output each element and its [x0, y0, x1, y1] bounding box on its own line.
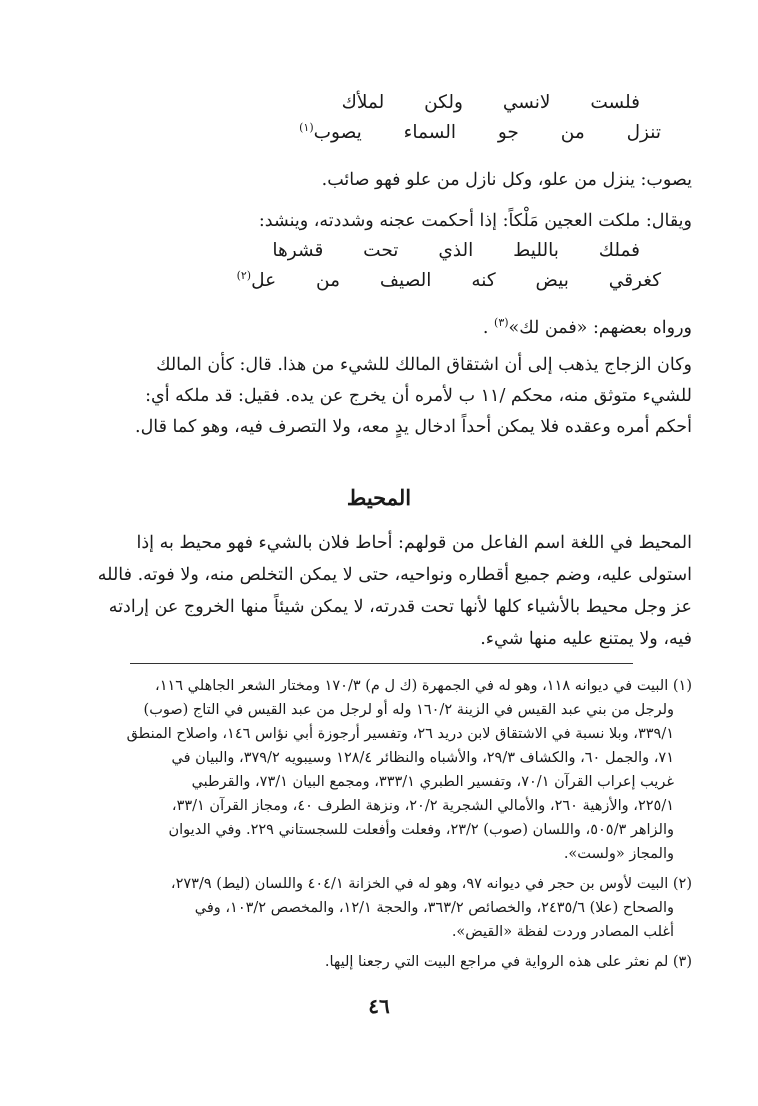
- paragraph-riwaya: [68, 313, 692, 343]
- footnote-1-line-2: ولرجل من بني عبد القيس في الزينة ١٦٠/٢ وله أو لرجل من عبد القيس في التاج (صوب): [143, 702, 674, 718]
- footnote-2-line-2: والصحاح (علا) ٢٤٣٥/٦، والخصائص ٣٦٣/٢، والحجة ١٢/١، والمخصص ١٠٣/٢، وفي: [194, 900, 674, 916]
- section-line-1: المحيط في اللغة اسم الفاعل من قولهم: أحاط فلان بالشيء فهو محيط به إذا: [136, 533, 692, 553]
- footnote-1-line-6: ٢٢٥/١، والأزهية ٢٦٠، والأمالي الشجرية ٢٠/٢، ونزهة الطرف ٤٠، ومجاز القرآن ٣٣/١،: [171, 798, 674, 814]
- verse-1-first-hemistich: فلست لانسي ولكن لملأك: [341, 92, 640, 113]
- verse-2-second-text: كغرقي بيض كنه الصيف من عل: [251, 270, 661, 291]
- paragraph-zajjaj-line-2: للشيء متوثق منه، محكم /١١ ب لأمره أن يخرج عن يده. فقيل: قد ملكه أي:: [145, 386, 692, 406]
- verse-1-second-hemistich: [299, 118, 661, 148]
- section-line-4: فيه، ولا يمتنع عليه منها شيء.: [480, 629, 692, 649]
- footnote-ref-1: (١): [299, 120, 314, 134]
- paragraph-yasub: يصوب: ينزل من علو، وكل نازل من علو فهو صائب.: [321, 170, 692, 190]
- footnote-ref-2: (٢): [236, 268, 252, 282]
- verse-2-first-hemistich: فملك بالليط الذي تحت قشرها: [272, 240, 640, 261]
- paragraph-malakt: ويقال: ملكت العجين مَلْكاً: إذا أحكمت عجنه وشددته، وينشد:: [258, 211, 692, 231]
- footnote-1-line-1: (١) البيت في ديوانه ١١٨، وهو له في الجمهرة (ك ل م) ١٧٠/٣ ومختار الشعر الجاهلي ١١٦،: [155, 678, 692, 694]
- footnote-2-line-1: (٢) البيت لأوس بن حجر في ديوانه ٩٧، وهو له في الخزانة ٤٠٤/١ واللسان (ليط) ٢٧٣/٩،: [170, 876, 692, 892]
- section-title: المحيط: [346, 485, 412, 510]
- footnote-1-line-8: والمجاز «ولست».: [563, 846, 674, 862]
- verse-1-second-text: تنزل من جو السماء يصوب: [313, 122, 661, 143]
- footnote-ref-3: (٣): [494, 316, 509, 330]
- footnote-2-line-3: أغلب المصادر وردت لفظة «القيض».: [451, 924, 674, 940]
- section-line-3: عز وجل محيط بالأشياء كلها لأنها تحت قدرته، لا يمكن شيئاً منها الخروج عن إرادته: [108, 597, 692, 617]
- riwaya-text: ورواه بعضهم: «فمن لك»: [508, 318, 692, 338]
- verse-2-second-hemistich: [237, 266, 661, 296]
- footnote-1-line-7: والزاهر ٥٠٥/٣، واللسان (صوب) ٢٣/٢، وفعلت وأفعلت للسجستاني ٢٢٩. وفي الديوان: [168, 822, 674, 838]
- page-number: ٤٦: [368, 994, 390, 1018]
- section-line-2: استولى عليه، وضم جميع أقطاره ونواحيه، حتى لا يمكن التخلص منه، ولا فوته. فالله: [97, 565, 692, 585]
- footnote-1-line-5: غريب إعراب القرآن ٧٠/١، وتفسير الطبري ٣٣٣/١، ومجمع البيان ٧٣/١، والقرطبي: [191, 774, 674, 790]
- paragraph-zajjaj-line-1: وكان الزجاج يذهب إلى أن اشتقاق المالك للشيء من هذا. قال: كأن المالك: [156, 355, 692, 375]
- footnote-1-line-4: ٧١، والجمل ٦٠، والكشاف ٢٩/٣، والأشباه والنظائر ١٢٨/٤ وسيبويه ٣٧٩/٢، والبيان في: [171, 750, 674, 766]
- footnote-1-line-3: ٣٣٩/١، وبلا نسبة في الاشتقاق لابن دريد ٢٦، وتفسير أرجوزة أبي نؤاس ١٤٦، واصلاح المنطق: [126, 726, 674, 742]
- footnote-3-line-1: (٣) لم نعثر على هذه الرواية في مراجع البيت التي رجعنا إليها.: [324, 954, 692, 970]
- footnote-divider: [130, 663, 633, 664]
- paragraph-zajjaj-line-3: أحكم أمره وعقده فلا يمكن أحداً ادخال يدٍ معه، ولا التصرف فيه، وهو كما قال.: [135, 417, 692, 437]
- riwaya-end: .: [482, 318, 489, 338]
